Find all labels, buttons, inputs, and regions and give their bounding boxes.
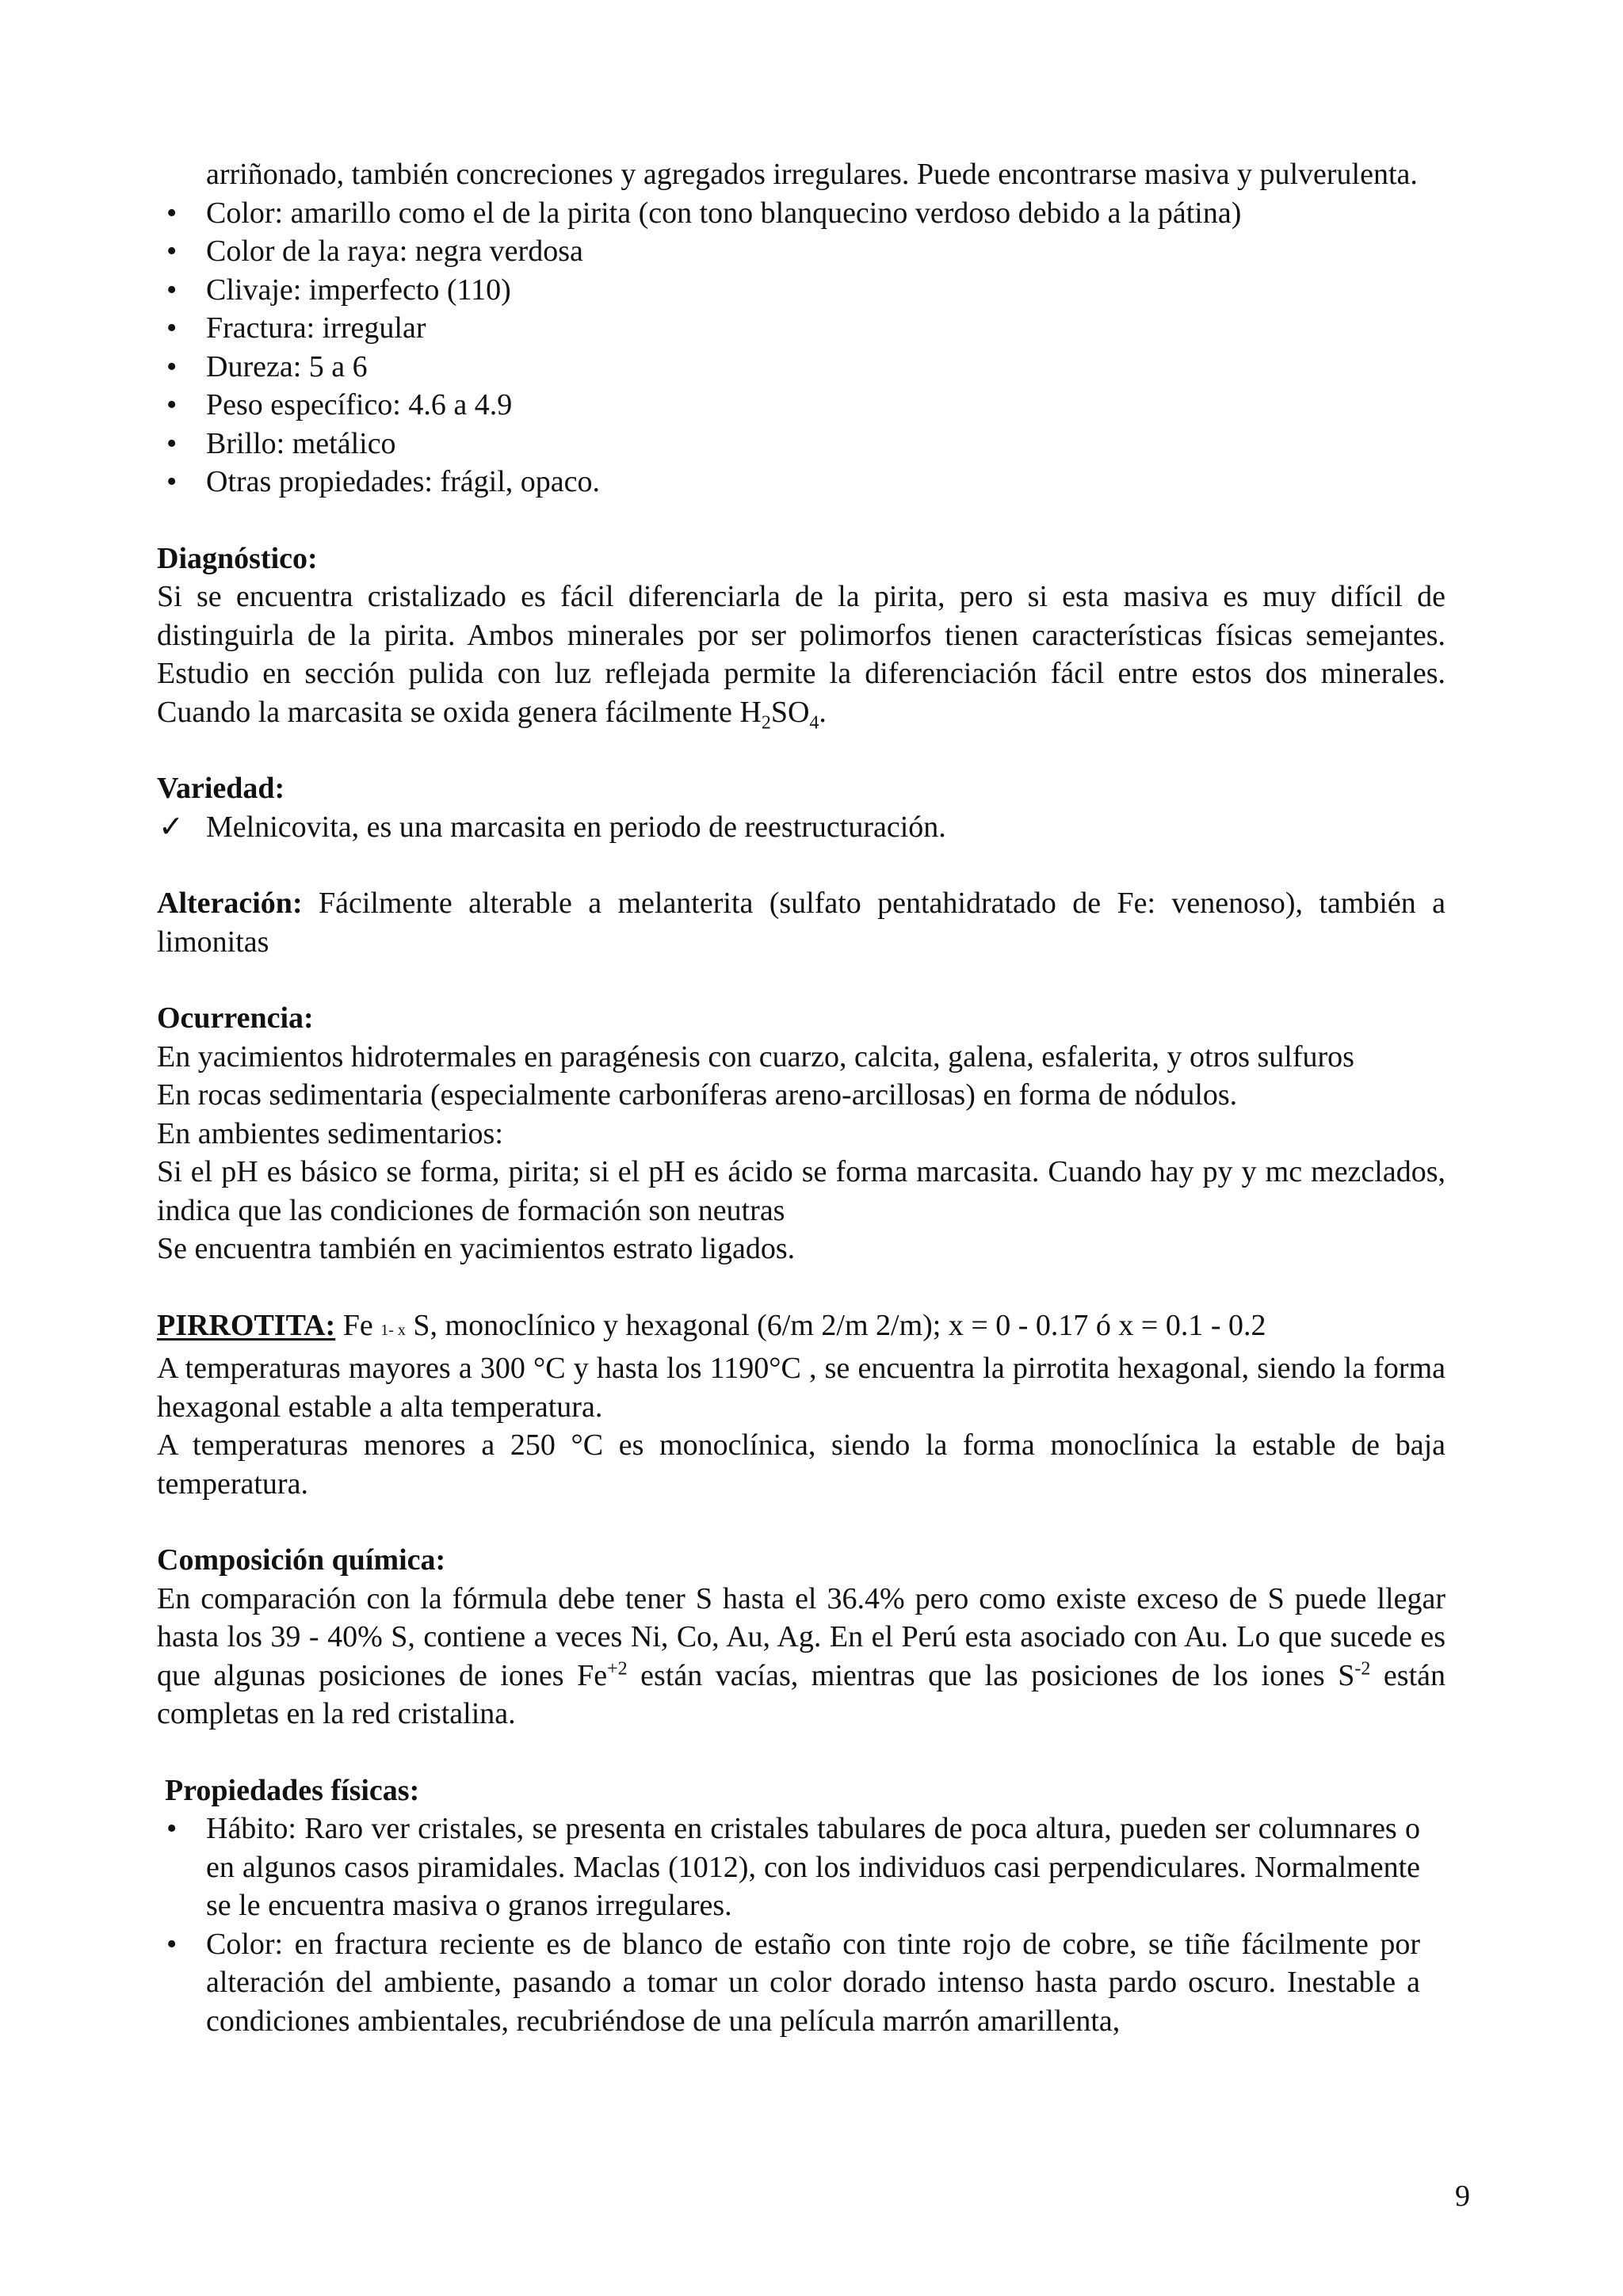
pirrotita-paragraph: A temperaturas menores a 250 °C es monoclínica, siendo la forma monoclínica la estable de baja temperatura. xyxy=(157,1428,1445,1501)
list-item: • Color: en fractura reciente es de blanco de estaño con tinte rojo de cobre, se tiñe fácilmente por alteración del ambiente, pasando a tomar un color dorado intenso hasta pardo oscuro. Inestable a condiciones ambientales, recubriéndose de una película marrón amarillenta, xyxy=(157,1925,1445,2041)
list-item: • Hábito: Raro ver cristales, se presenta en cristales tabulares de poca altura, pueden ser columnares o en algunos casos piramidales. Maclas (1012), con los individuos casi perpendiculares. Normalmente se le encuentra masiva o granos irregulares. xyxy=(157,1810,1445,1925)
ocurrencia-paragraph: En ambientes sedimentarios: xyxy=(157,1116,503,1150)
composicion-heading: Composición química: xyxy=(157,1543,446,1577)
marcasita-properties-list xyxy=(157,194,1445,502)
check-mark-icon: ✓ xyxy=(158,810,184,844)
document-page xyxy=(157,155,1445,2040)
ocurrencia-paragraph: Si el pH es básico se forma, pirita; si el pH es ácido se forma marcasita. Cuando hay py y mc mezclados, indica que las condiciones de formación son neutras xyxy=(157,1155,1445,1227)
ocurrencia-heading: Ocurrencia: xyxy=(157,1001,314,1035)
propiedades-heading: Propiedades físicas: xyxy=(165,1773,420,1807)
list-item: • Dureza: 5 a 6 xyxy=(157,348,1445,387)
composicion-paragraph: En comparación con la fórmula debe tener S hasta el 36.4% pero como existe exceso de S puede llegar hasta los 39 - 40% S, contiene a veces Ni, Co, Au, Ag. En el Perú esta asociado con Au. Lo que sucede es que algunas posiciones de iones $Fe^{+2}$ están vacías, mientras que las posiciones de los iones $S^{-2}$ están completas en la red cristalina. xyxy=(157,1581,1445,1730)
intro-continuation: arriñonado, también concreciones y agregados irregulares. Puede encontrarse masiva y pulverulenta. xyxy=(206,158,1418,191)
alteracion-paragraph: Alteración: Fácilmente alterable a melanterita (sulfato pentahidratado de Fe: venenoso), también a limonitas xyxy=(157,887,1445,959)
list-item: • Clivaje: imperfecto (110) xyxy=(157,271,1445,310)
alteracion-heading: Alteración: xyxy=(157,887,303,920)
pirrotita-properties-list xyxy=(157,1810,1445,2040)
pirrotita-title-line: PIRROTITA: Fe 1- x S, monoclínico y hexagonal (6/m 2/m 2/m); x = 0 - 0.17 ó x = 0.1 - 0.2 xyxy=(157,1308,1266,1342)
list-item: • Fractura: irregular xyxy=(157,309,1445,348)
ocurrencia-paragraph: Se encuentra también en yacimientos estrato ligados. xyxy=(157,1232,796,1265)
diagnostico-heading: Diagnóstico: xyxy=(157,541,318,575)
diagnostico-paragraph: Si se encuentra cristalizado es fácil diferenciarla de la pirita, pero si esta masiva es muy difícil de distinguirla de la pirita. Ambos minerales por ser polimorfos tienen características físicas semejantes. Estudio en sección pulida con luz reflejada permite la diferenciación fácil entre estos dos minerales. Cuando la marcasita se oxida genera fácilmente $H_2SO_4$. xyxy=(157,580,1445,734)
ocurrencia-paragraph: En yacimientos hidrotermales en paragénesis con cuarzo, calcita, galena, esfalerita, y otros sulfuros xyxy=(157,1039,1354,1074)
variedad-item: ✓ Melnicovita, es una marcasita en periodo de reestructuración. xyxy=(157,808,1445,847)
list-item: • Color: amarillo como el de la pirita (con tono blanquecino verdoso debido a la pátina) xyxy=(157,194,1445,233)
pirrotita-paragraph: A temperaturas mayores a 300 °C y hasta los 1190°C , se encuentra la pirrotita hexagonal, siendo la forma hexagonal estable a alta temperatura. xyxy=(157,1352,1445,1424)
page-number: 9 xyxy=(1455,2180,1470,2213)
ocurrencia-paragraph: En rocas sedimentaria (especialmente carboníferas areno-arcillosas) en forma de nódulos. xyxy=(157,1078,1238,1112)
list-item: • Color de la raya: negra verdosa xyxy=(157,232,1445,271)
variedad-heading: Variedad: xyxy=(157,772,285,805)
list-item: • Otras propiedades: frágil, opaco. xyxy=(157,463,1445,502)
list-item: • Brillo: metálico xyxy=(157,425,1445,463)
list-item: • Peso específico: 4.6 a 4.9 xyxy=(157,386,1445,425)
mineral-title: PIRROTITA: xyxy=(157,1308,336,1342)
